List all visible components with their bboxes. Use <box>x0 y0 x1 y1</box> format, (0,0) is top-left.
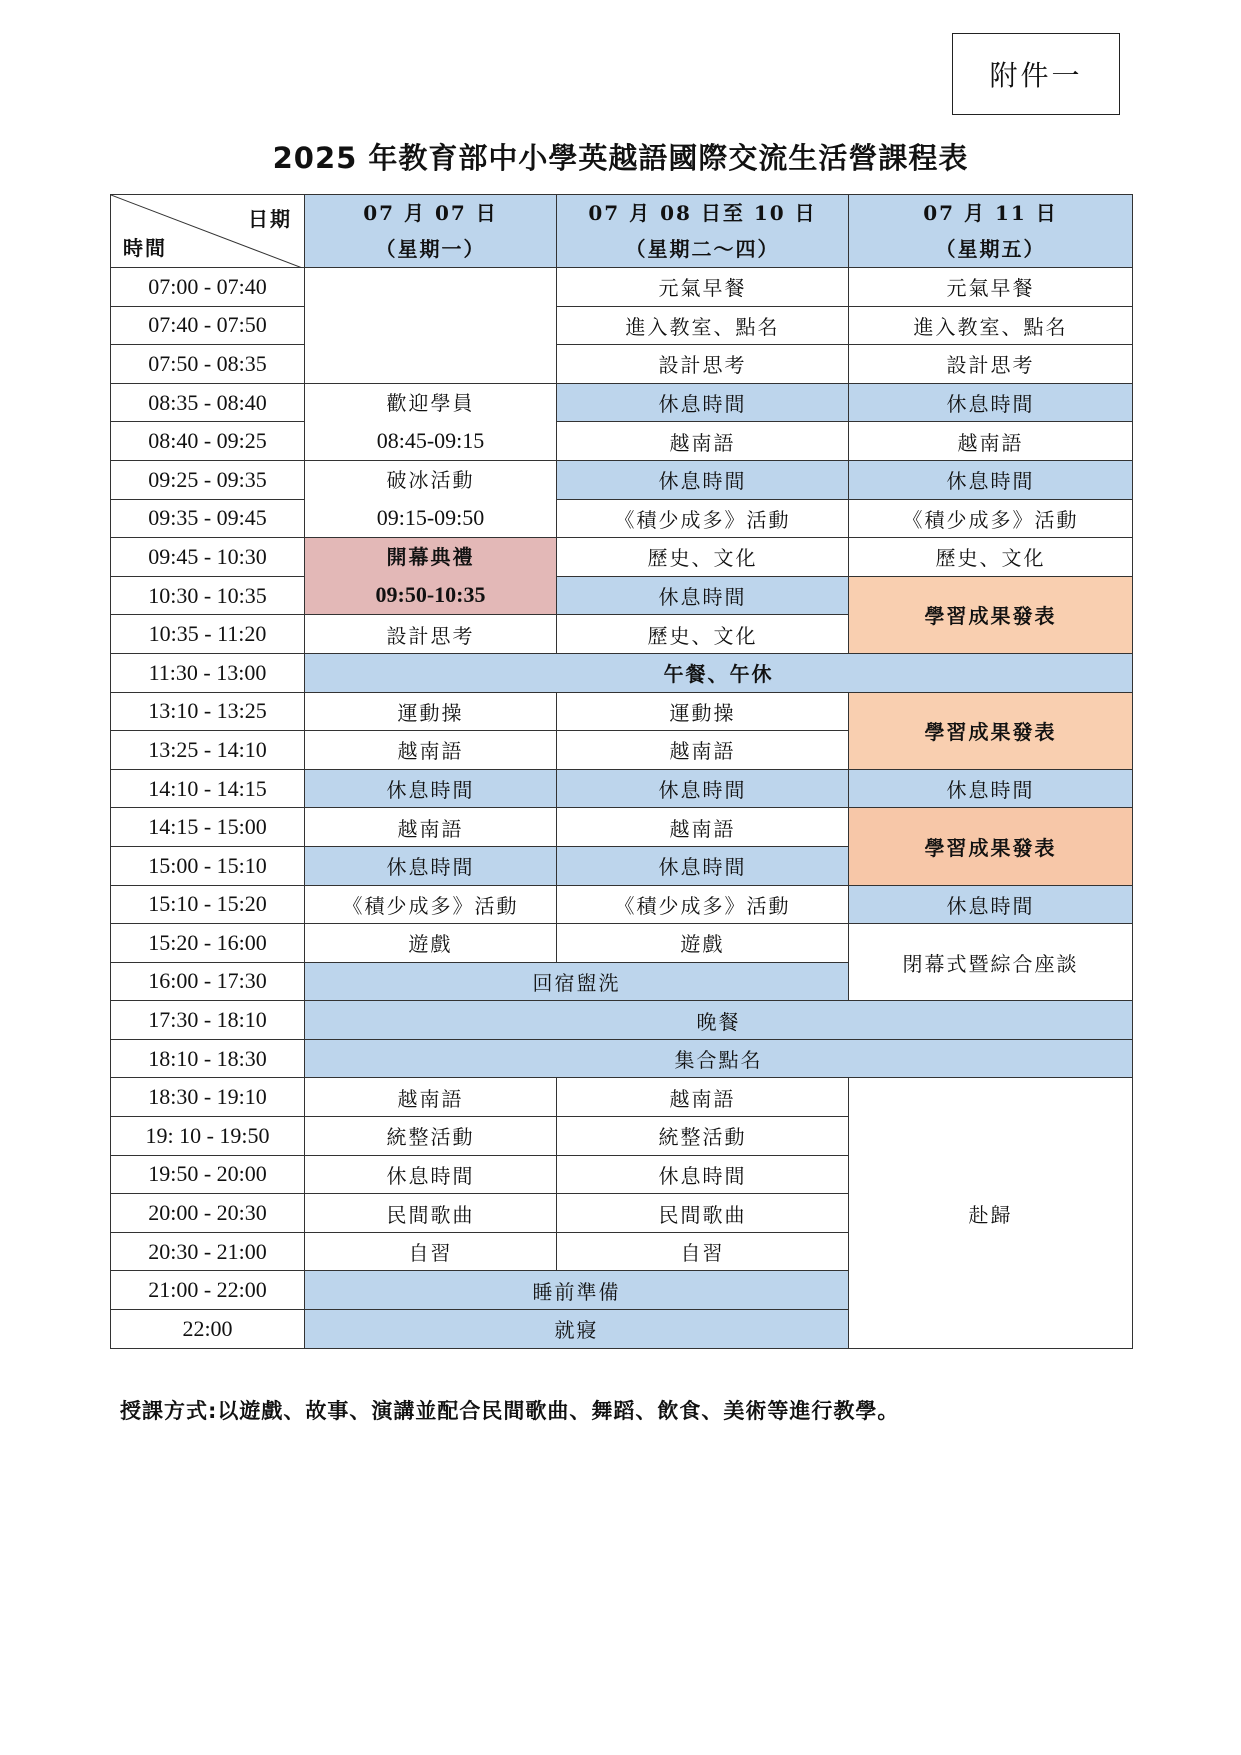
empty-cell <box>305 268 557 384</box>
table-row <box>111 422 1133 461</box>
icebreak-label: 破冰活動 <box>386 468 475 493</box>
schedule-cell: 《積少成多》活動 <box>557 885 849 924</box>
time-cell: 07:40 - 07:50 <box>111 306 305 345</box>
time-cell: 07:50 - 08:35 <box>111 345 305 384</box>
header-day1 <box>305 195 557 268</box>
pre-sleep-cell: 睡前準備 <box>305 1271 849 1310</box>
closing-forum-cell: 閉幕式暨綜合座談 <box>849 924 1133 1001</box>
table-row <box>111 538 1133 577</box>
time-cell: 18:10 - 18:30 <box>111 1039 305 1078</box>
time-cell: 20:00 - 20:30 <box>111 1194 305 1233</box>
header-day2 <box>557 195 849 268</box>
time-cell: 20:30 - 21:00 <box>111 1232 305 1271</box>
lunch-cell: 午餐、午休 <box>305 653 1133 692</box>
table-row <box>111 306 1133 345</box>
schedule-cell: 設計思考 <box>305 615 557 654</box>
schedule-cell: 歷史、文化 <box>557 538 849 577</box>
table-row <box>111 576 1133 615</box>
break-cell: 休息時間 <box>849 383 1133 422</box>
schedule-cell: 越南語 <box>557 1078 849 1117</box>
header-day1-date: 07 月 07 日 <box>363 201 498 225</box>
table-row <box>111 499 1133 538</box>
schedule-cell: 越南語 <box>849 422 1133 461</box>
corner-header-cell <box>111 195 305 268</box>
time-cell: 13:25 - 14:10 <box>111 731 305 770</box>
table-row <box>111 885 1133 924</box>
break-cell: 休息時間 <box>849 885 1133 924</box>
table-row <box>111 1039 1133 1078</box>
corner-date-label: 日期 <box>248 207 292 231</box>
time-cell: 15:00 - 15:10 <box>111 846 305 885</box>
break-cell: 休息時間 <box>305 769 557 808</box>
time-cell: 08:35 - 08:40 <box>111 383 305 422</box>
time-cell: 08:40 - 09:25 <box>111 422 305 461</box>
schedule-cell: 進入教室、點名 <box>849 306 1133 345</box>
schedule-cell: 設計思考 <box>557 345 849 384</box>
go-home-cell: 赴歸 <box>849 1078 1133 1348</box>
break-cell: 休息時間 <box>849 769 1133 808</box>
time-cell: 19: 10 - 19:50 <box>111 1117 305 1156</box>
attachment-label: 附件一 <box>952 33 1120 115</box>
icebreak-cell <box>305 460 557 537</box>
time-cell: 18:30 - 19:10 <box>111 1078 305 1117</box>
assemble-cell: 集合點名 <box>305 1039 1133 1078</box>
break-cell: 休息時間 <box>557 460 849 499</box>
header-day3-date: 07 月 11 日 <box>923 201 1058 225</box>
opening-ceremony-cell <box>305 538 557 615</box>
dinner-cell: 晚餐 <box>305 1001 1133 1040</box>
schedule-cell: 遊戲 <box>557 924 849 963</box>
schedule-cell: 運動操 <box>305 692 557 731</box>
schedule-cell: 《積少成多》活動 <box>557 499 849 538</box>
time-cell: 10:35 - 11:20 <box>111 615 305 654</box>
table-row <box>111 769 1133 808</box>
teaching-method-note: 授課方式:以遊戲、故事、演講並配合民間歌曲、舞蹈、飲食、美術等進行教學。 <box>120 1399 900 1423</box>
time-cell: 14:10 - 14:15 <box>111 769 305 808</box>
schedule-cell: 統整活動 <box>557 1117 849 1156</box>
welcome-cell <box>305 383 557 460</box>
corner-time-label: 時間 <box>123 236 167 260</box>
schedule-cell: 自習 <box>557 1232 849 1271</box>
bedtime-cell: 就寢 <box>305 1310 849 1349</box>
header-day3-weekday: （星期五） <box>935 237 1046 261</box>
return-wash-cell: 回宿盥洗 <box>305 962 849 1001</box>
showcase-cell: 學習成果發表 <box>849 808 1133 885</box>
schedule-cell: 休息時間 <box>305 1155 557 1194</box>
schedule-cell: 進入教室、點名 <box>557 306 849 345</box>
time-cell: 15:20 - 16:00 <box>111 924 305 963</box>
table-row <box>111 808 1133 847</box>
time-cell: 14:15 - 15:00 <box>111 808 305 847</box>
schedule-cell: 越南語 <box>305 1078 557 1117</box>
schedule-cell: 統整活動 <box>305 1117 557 1156</box>
opening-label: 開幕典禮 <box>386 545 475 570</box>
time-cell: 11:30 - 13:00 <box>111 653 305 692</box>
time-cell: 21:00 - 22:00 <box>111 1271 305 1310</box>
opening-time: 09:50-10:35 <box>375 582 486 608</box>
break-cell: 休息時間 <box>557 769 849 808</box>
break-cell: 休息時間 <box>557 383 849 422</box>
schedule-cell: 歷史、文化 <box>557 615 849 654</box>
table-row <box>111 653 1133 692</box>
schedule-cell: 運動操 <box>557 692 849 731</box>
table-row <box>111 924 1133 963</box>
showcase-cell: 學習成果發表 <box>849 692 1133 769</box>
schedule-cell: 設計思考 <box>849 345 1133 384</box>
header-day2-weekday: （星期二～四） <box>625 237 780 261</box>
schedule-table <box>110 194 1133 1349</box>
schedule-cell: 自習 <box>305 1232 557 1271</box>
icebreak-time: 09:15-09:50 <box>376 505 485 531</box>
time-cell: 13:10 - 13:25 <box>111 692 305 731</box>
time-cell: 16:00 - 17:30 <box>111 962 305 1001</box>
time-cell: 09:25 - 09:35 <box>111 460 305 499</box>
time-cell: 17:30 - 18:10 <box>111 1001 305 1040</box>
time-cell: 15:10 - 15:20 <box>111 885 305 924</box>
schedule-cell: 休息時間 <box>557 1155 849 1194</box>
table-row <box>111 1078 1133 1117</box>
table-row <box>111 460 1133 499</box>
schedule-cell: 元氣早餐 <box>849 268 1133 307</box>
time-cell: 19:50 - 20:00 <box>111 1155 305 1194</box>
break-cell: 休息時間 <box>557 846 849 885</box>
break-cell: 休息時間 <box>557 576 849 615</box>
schedule-cell: 越南語 <box>557 422 849 461</box>
welcome-label: 歡迎學員 <box>386 390 475 415</box>
time-cell: 09:45 - 10:30 <box>111 538 305 577</box>
header-day2-date: 07 月 08 日至 10 日 <box>588 201 817 225</box>
showcase-cell: 學習成果發表 <box>849 576 1133 653</box>
time-cell: 09:35 - 09:45 <box>111 499 305 538</box>
schedule-cell: 民間歌曲 <box>557 1194 849 1233</box>
schedule-cell: 越南語 <box>557 808 849 847</box>
time-cell: 10:30 - 10:35 <box>111 576 305 615</box>
break-cell: 休息時間 <box>849 460 1133 499</box>
header-row <box>111 195 1133 268</box>
schedule-cell: 《積少成多》活動 <box>305 885 557 924</box>
table-row <box>111 692 1133 731</box>
schedule-cell: 遊戲 <box>305 924 557 963</box>
time-cell: 22:00 <box>111 1310 305 1349</box>
schedule-cell: 越南語 <box>557 731 849 770</box>
welcome-time: 08:45-09:15 <box>376 427 485 453</box>
table-row <box>111 383 1133 422</box>
schedule-cell: 元氣早餐 <box>557 268 849 307</box>
schedule-cell: 越南語 <box>305 808 557 847</box>
break-cell: 休息時間 <box>305 846 557 885</box>
table-row <box>111 345 1133 384</box>
time-cell: 07:00 - 07:40 <box>111 268 305 307</box>
page-title: 2025 年教育部中小學英越語國際交流生活營課程表 <box>272 141 969 175</box>
schedule-cell: 越南語 <box>305 731 557 770</box>
table-row <box>111 1001 1133 1040</box>
table-row <box>111 268 1133 307</box>
schedule-cell: 《積少成多》活動 <box>849 499 1133 538</box>
header-day1-weekday: （星期一） <box>375 237 486 261</box>
header-day3 <box>849 195 1133 268</box>
schedule-cell: 民間歌曲 <box>305 1194 557 1233</box>
schedule-cell: 歷史、文化 <box>849 538 1133 577</box>
